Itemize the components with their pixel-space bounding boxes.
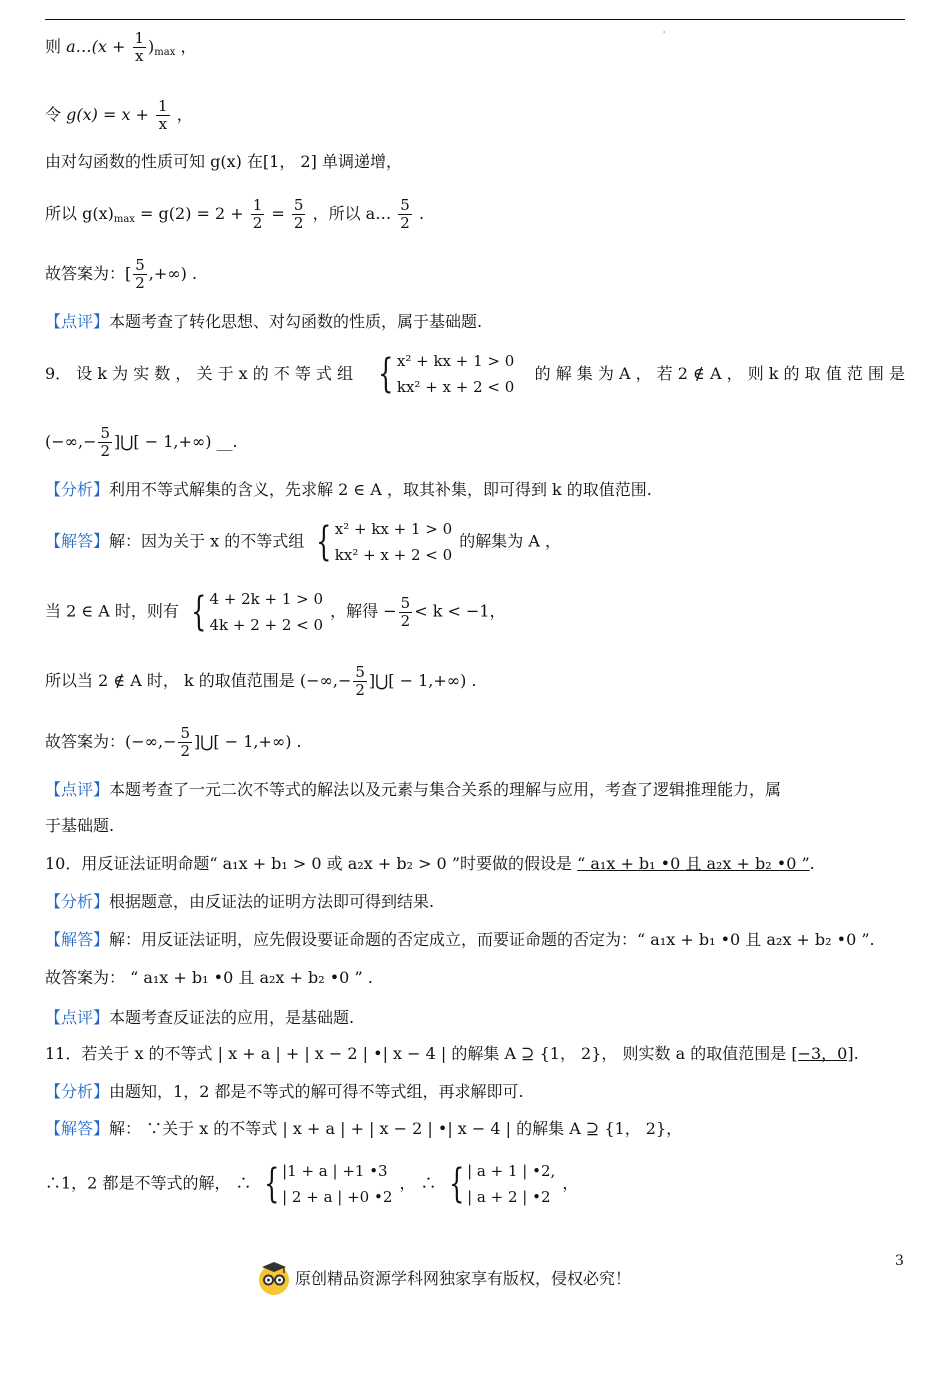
comment-9-cont: 于基础题. (45, 816, 115, 835)
line-1: 则 a…(x + $\frac{1}{x}$ )$_{max}$ ， (45, 29, 197, 65)
header-rule (45, 19, 905, 20)
footer (255, 1258, 631, 1296)
answer-blank: [−3，0] (791, 1044, 854, 1063)
answer-10: 故答案为： “ a₁x + b₁ •0 且 a₂x + b₂ •0 ” . (45, 968, 373, 987)
math: a…(x + (66, 37, 126, 56)
line-5: 故答案为：[ $\frac{5}{2}$ ,+∞) . (45, 256, 198, 292)
inequality-system: { x² + kx + 1 > 0 kx² + x + 2 < 0 (378, 351, 515, 397)
fraction: $\frac{1}{x}$ (158, 97, 168, 133)
comment-1: 【点评】本题考查了转化思想、对勾函数的性质，属于基础题. (45, 312, 483, 331)
question-9-answer: (−∞,− $\frac{5}{2}$ ]⋃[ − 1,+∞) __. (45, 424, 238, 460)
line-4: 所以 $g(x)_{max} = g(2) = 2$ + $\frac{1}{2}$ = $\frac{5}{2}$ ，所以 a… $\frac{5}{2}$ . (45, 196, 425, 232)
page-number: 3 (895, 1253, 904, 1269)
analysis-9: 【分析】利用不等式解集的含义，先求解 2 ∈ A ，取其补集，即可得到 k 的取值范围. (45, 480, 652, 499)
answer-blank: “ a₁x + b₁ •0 且 a₂x + b₂ •0 ” (577, 854, 810, 873)
solution-11: 【解答】解： ∵关于 x 的不等式 | x + a | + | x − 2 | •| x − 4 | 的解集 A ⊇ {1， 2}， (45, 1119, 683, 1138)
tag-comment: 【点评】 (45, 312, 110, 331)
fraction: $\frac{5}{2}$ (293, 196, 304, 232)
math: g(x) = x + (66, 105, 149, 124)
question-11: 11．若关于 x 的不等式 | x + a | + | x − 2 | •| x − 4 | 的解集 A ⊇ {1， 2}， 则实数 a 的取值范围是 [−3，0]. (45, 1044, 859, 1063)
owl-logo-icon (255, 1258, 293, 1296)
solution-10: 【解答】解：用反证法证明，应先假设要证命题的否定成立，而要证命题的否定为：“ a₁x + b₁ •0 且 a₂x + b₂ •0 ”. (45, 930, 875, 949)
text: 则 (45, 37, 62, 56)
analysis-11: 【分析】由题知，1，2 都是不等式的解可得不等式组，再求解即可. (45, 1082, 524, 1101)
solution-9-range: 所以当 2 ∉ A 时， k 的取值范围是 (−∞,− $\frac{5}{2}$ ]⋃[ − 1,+∞) . (45, 663, 477, 699)
tag-comment: 【点评】 (45, 780, 110, 799)
tag-analysis: 【分析】 (45, 480, 110, 499)
stray-mark: ' (663, 30, 666, 39)
tag-solution: 【解答】 (45, 531, 110, 551)
comment-10: 【点评】本题考查反证法的应用，是基础题. (45, 1008, 355, 1027)
line-3: 由对勾函数的性质可知 g(x) 在[1， 2] 单调递增， (45, 152, 402, 171)
fraction: $\frac{1}{x}$ (134, 29, 145, 65)
question-10: 10．用反证法证明命题“ a₁x + b₁ > 0 或 a₂x + b₂ > 0 ”时要做的假设是 “ a₁x + b₁ •0 且 a₂x + b₂ •0 ”. (45, 854, 815, 873)
copyright-text: 原创精品资源学科网独家享有版权，侵权必究！ (295, 1268, 632, 1288)
fraction: $\frac{5}{2}$ (400, 196, 410, 232)
solution-9: 【解答】解：因为关于 x 的不等式组 { x² + kx + 1 > 0 kx² + x + 2 < 0 的解集为 A ， (45, 519, 562, 565)
question-9: 9． 设 k 为 实 数 ， 关 于 x 的 不 等 式 组 { x² + kx + 1 > 0 kx² + x + 2 < 0 的 解 集 为 A ， 若 2 ∉ A ， 则 k 的 取 值 范 围 是 (45, 348, 905, 400)
solution-11-system: ∴1，2 都是不等式的解， ∴ { |1 + a | +1 •3 | 2 + a | +0 •2 ， ∴ { | a + 1 | •2, | a + 2 | •2 ， (45, 1161, 579, 1207)
analysis-10: 【分析】根据题意，由反证法的证明方法即可得到结果. (45, 892, 435, 911)
comment-9: 【点评】本题考查了一元二次不等式的解法以及元素与集合关系的理解与应用，考查了逻辑推理能力，属 (45, 780, 782, 799)
fraction: $\frac{1}{2}$ (252, 196, 263, 232)
line-2: 令 g(x) = x + $\frac{1}{x}$ ， (45, 97, 193, 133)
solution-9-case: 当 2 ∈ A 时，则有 { 4 + 2k + 1 > 0 4k + 2 + 2 < 0 ，解得 − $\frac{5}{2}$ < k < −1， (45, 589, 506, 635)
answer-9: 故答案为：(−∞,− $\frac{5}{2}$ ]⋃[ − 1,+∞) . (45, 724, 302, 760)
fraction: $\frac{5}{2}$ (135, 256, 145, 292)
subscript: max (154, 47, 176, 58)
